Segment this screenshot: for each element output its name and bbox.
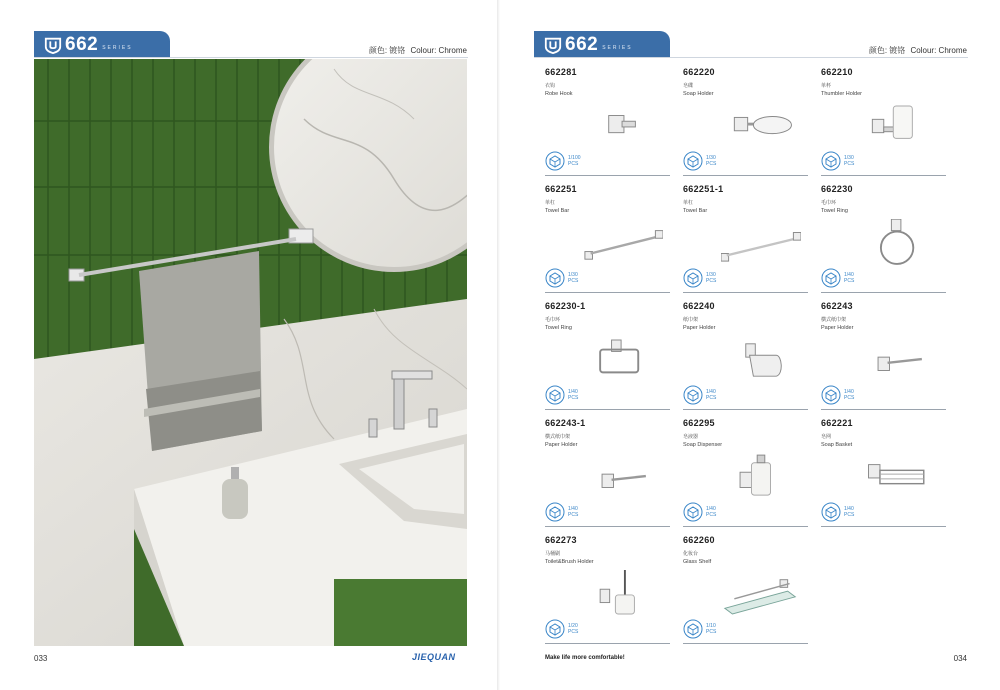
package-icon [821,385,841,405]
colour-label [366,45,467,56]
card-divider [821,526,946,527]
packing-info [683,619,716,639]
product-card [821,298,956,415]
colour-cn-right: 颜色: 镀铬 [868,46,906,55]
glass-shelf-icon [721,570,801,618]
packing-unit: PCS [568,629,579,635]
card-divider [683,643,808,644]
packing-unit: PCS [706,629,717,635]
packing-qty: 1/40 [568,389,578,395]
product-code: 662281 [545,67,577,77]
card-divider [821,292,946,293]
product-name-en: Soap Dispenser [683,442,723,448]
packing-qty: 1/30 [844,155,854,161]
card-divider [545,175,670,176]
packing-info [821,502,854,522]
product-code: 662243 [821,301,853,311]
product-card [683,532,818,649]
packing-unit: PCS [568,278,579,284]
product-name-cn: 皂网 [821,434,832,440]
packing-qty: 1/100 [568,155,581,161]
packing-info [545,502,578,522]
series-tab-right [534,31,670,58]
packing-qty: 1/10 [706,623,716,629]
packing-info [683,268,716,288]
product-code: 662260 [683,535,715,545]
product-card [683,415,818,532]
product-card [821,415,956,532]
product-name-cn: 马桶刷 [545,551,561,557]
product-card [683,298,818,415]
series-tab [34,31,170,58]
packing-info [821,385,854,405]
package-icon [545,151,565,171]
package-icon [683,619,703,639]
product-name-en: Soap Basket [821,442,853,448]
packing-info [683,151,716,171]
product-name-cn: 横式纸巾架 [545,434,571,440]
packing-unit: PCS [568,512,579,518]
colour-en: Colour: Chrome [410,46,467,55]
product-name-en: Toilet&Brush Holder [545,559,594,565]
towel-ring-round-icon [859,219,939,267]
packing-qty: 1/40 [844,272,854,278]
packing-qty: 1/30 [568,272,578,278]
packing-info [683,385,716,405]
soap-holder-icon [721,102,801,150]
header-rule [34,57,468,58]
product-card [545,532,680,649]
product-name-cn: 单杠 [683,200,694,206]
product-code: 662210 [821,67,853,77]
product-name-cn: 毛巾环 [545,317,561,323]
packing-info [683,502,716,522]
packing-unit: PCS [706,395,717,401]
series-word: SERIES [102,45,133,51]
series-number: 662 [65,33,99,55]
packing-info [821,268,854,288]
product-card [821,181,956,298]
product-code: 662220 [683,67,715,77]
card-divider [821,175,946,176]
card-divider [683,409,808,410]
product-name-cn: 毛巾环 [821,200,837,206]
package-icon [545,619,565,639]
product-name-en: Towel Ring [545,325,572,331]
package-icon [545,502,565,522]
product-card [545,64,680,181]
paper-holder-cover-icon [721,336,801,384]
towel-bar-long-icon [721,219,801,267]
product-name-en: Glass Shelf [683,559,712,565]
product-name-en: Towel Ring [821,208,848,214]
packing-qty: 1/20 [568,623,578,629]
package-icon [683,151,703,171]
product-card [683,181,818,298]
colour-cn: 颜色: 镀铬 [368,46,406,55]
product-name-en: Towel Bar [545,208,570,214]
packing-qty: 1/40 [706,506,716,512]
packing-qty: 1/30 [706,155,716,161]
robe-hook-icon [583,102,663,150]
packing-unit: PCS [844,278,855,284]
paper-holder-bar-icon [859,336,939,384]
towel-ring-square-icon [583,336,663,384]
packing-unit: PCS [706,161,717,167]
tumbler-holder-icon [859,102,939,150]
product-card [545,181,680,298]
product-code: 662230-1 [545,301,586,311]
toilet-brush-icon [583,570,663,618]
package-icon [821,502,841,522]
product-card [545,415,680,532]
packing-info [821,151,854,171]
packing-info [545,268,578,288]
soap-dispenser-icon [721,453,801,501]
series-number-right: 662 [565,33,599,55]
card-divider [683,526,808,527]
packing-unit: PCS [706,278,717,284]
product-code: 662295 [683,418,715,428]
card-divider [545,409,670,410]
packing-qty: 1/40 [706,389,716,395]
packing-qty: 1/30 [706,272,716,278]
package-icon [821,151,841,171]
towel-bar-icon [583,219,663,267]
product-name-en: Robe Hook [545,91,573,97]
header-rule-right [534,57,968,58]
package-icon [545,268,565,288]
right-page [500,0,1000,690]
packing-info [545,619,578,639]
package-icon [545,385,565,405]
product-name-en: Paper Holder [545,442,578,448]
card-divider [545,643,670,644]
card-divider [821,409,946,410]
packing-info [545,151,581,171]
packing-unit: PCS [844,161,855,167]
product-name-cn: 化妆台 [683,551,699,557]
product-name-en: Soap Holder [683,91,714,97]
product-name-en: Thumbler Holder [821,91,862,97]
product-name-cn: 单杠 [545,200,556,206]
product-card [821,64,956,181]
product-code: 662230 [821,184,853,194]
packing-qty: 1/40 [568,506,578,512]
product-name-cn: 衣钩 [545,83,556,89]
product-name-cn: 单杯 [821,83,832,89]
packing-info [545,385,578,405]
product-name-en: Towel Bar [683,208,708,214]
right-page-number: 034 [953,654,967,663]
package-icon [683,385,703,405]
colour-en-right: Colour: Chrome [910,46,967,55]
product-name-cn: 纸巾架 [683,317,699,323]
card-divider [545,526,670,527]
brand-logo: JIEQUAN [412,652,456,662]
package-icon [683,502,703,522]
package-icon [821,268,841,288]
product-card [545,298,680,415]
product-name-en: Paper Holder [683,325,716,331]
packing-unit: PCS [844,395,855,401]
colour-label-right [866,45,967,56]
card-divider [683,292,808,293]
brand-shield-icon [544,36,562,54]
product-code: 662251 [545,184,577,194]
packing-qty: 1/40 [844,389,854,395]
packing-unit: PCS [706,512,717,518]
card-divider [545,292,670,293]
card-divider [683,175,808,176]
left-page-number: 033 [34,654,48,663]
product-name-cn: 皂碟 [683,83,694,89]
product-code: 662221 [821,418,853,428]
product-name-cn: 横式纸巾架 [821,317,847,323]
packing-unit: PCS [844,512,855,518]
packing-unit: PCS [568,395,579,401]
package-icon [683,268,703,288]
bathroom-photo [34,59,467,646]
product-name-cn: 皂液器 [683,434,699,440]
product-code: 662243-1 [545,418,586,428]
packing-unit: PCS [568,161,579,167]
product-code: 662251-1 [683,184,724,194]
soap-basket-icon [859,453,939,501]
slogan: Make life more comfortable! [545,655,625,661]
product-code: 662273 [545,535,577,545]
series-word-right: SERIES [602,45,633,51]
product-name-en: Paper Holder [821,325,854,331]
product-card [683,64,818,181]
packing-qty: 1/40 [844,506,854,512]
paper-holder-bar-icon [583,453,663,501]
product-code: 662240 [683,301,715,311]
brand-shield-icon [44,36,62,54]
